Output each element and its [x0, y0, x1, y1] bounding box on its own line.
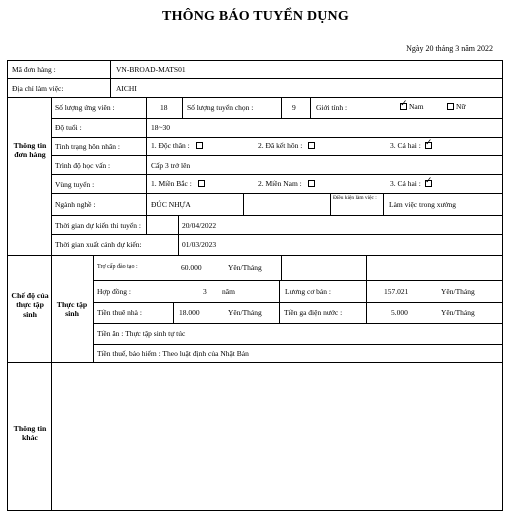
document-date: Ngày 20 tháng 3 năm 2022 [406, 44, 493, 53]
training-allowance-label: Trợ cấp đào tạo : [97, 264, 138, 270]
education-label: Trình độ học vấn : [55, 161, 111, 170]
industry-value: ĐÚC NHỰA [151, 200, 191, 209]
region-both-checkbox[interactable] [425, 180, 432, 187]
exam-date-label: Thời gian dự kiến thi tuyển : [55, 221, 141, 230]
contract-unit: năm [222, 287, 235, 296]
base-salary-label: Lương cơ bản : [285, 287, 331, 296]
benefits-heading: Chế độ của thực tập sinh [11, 291, 49, 319]
training-allowance-value: 60.000 [181, 263, 202, 272]
rent-unit: Yên/Tháng [228, 308, 262, 317]
region-option-north[interactable]: 1. Miền Bắc : [151, 180, 207, 188]
order-code-value: VN-BROAD-MATS01 [116, 65, 186, 74]
gender-female-checkbox[interactable] [447, 103, 454, 110]
contract-value: 3 [203, 287, 207, 296]
marital-married-checkbox[interactable] [308, 142, 315, 149]
marital-option-both[interactable]: 3. Cả hai :✓ [390, 142, 434, 150]
selected-label: Số lượng tuyển chọn : [187, 103, 254, 112]
meals-note: Tiền ăn : Thực tập sinh tự túc [97, 329, 186, 338]
gender-male-checkbox[interactable] [400, 103, 407, 110]
age-label: Độ tuổi : [55, 123, 82, 132]
base-salary-unit: Yên/Tháng [441, 287, 475, 296]
rent-value: 18.000 [179, 308, 200, 317]
gender-label: Giới tính : [316, 103, 348, 112]
exam-date-value: 20/04/2022 [182, 221, 217, 230]
applicants-label: Số lượng ứng viên : [55, 103, 115, 112]
age-value: 18~30 [151, 123, 171, 132]
applicants-value: 18 [160, 103, 168, 112]
departure-date-value: 01/03/2023 [182, 240, 217, 249]
utilities-value: 5.000 [391, 308, 408, 317]
region-north-checkbox[interactable] [198, 180, 205, 187]
marital-label: Tình trạng hôn nhân : [55, 142, 120, 151]
contract-label: Hợp đồng : [97, 287, 131, 296]
gender-male-option[interactable]: ✓ Nam [398, 103, 424, 111]
region-option-both[interactable]: 3. Cả hai :✓ [390, 180, 434, 188]
other-info-heading: Thông tin khác [13, 424, 47, 443]
training-allowance-unit: Yên/Tháng [228, 263, 262, 272]
marital-both-checkbox[interactable] [425, 142, 432, 149]
trainee-heading: Thực tập sinh [56, 300, 88, 319]
utilities-unit: Yên/Tháng [441, 308, 475, 317]
gender-female-option[interactable]: Nữ [445, 103, 465, 111]
education-value: Cấp 3 trở lên [151, 161, 191, 170]
rent-label: Tiền thuê nhà : [97, 308, 142, 317]
marital-option-married[interactable]: 2. Đã kết hôn : [258, 142, 317, 150]
tax-note: Tiền thuế, bảo hiểm : Theo luật định của Nhật Bản [97, 349, 249, 358]
work-address-value: AICHI [116, 84, 137, 93]
other-info-area[interactable] [51, 362, 503, 511]
order-code-label: Mã đơn hàng : [12, 65, 56, 74]
region-option-south[interactable]: 2. Miền Nam : [258, 180, 317, 188]
order-info-heading: Thông tin đơn hàng [13, 141, 47, 160]
marital-single-checkbox[interactable] [196, 142, 203, 149]
conditions-label: Điều kiện làm việc : [333, 195, 377, 201]
marital-option-single[interactable]: 1. Độc thân : [151, 142, 205, 150]
document-title: THÔNG BÁO TUYỂN DỤNG [162, 9, 349, 24]
selected-value: 9 [292, 103, 296, 112]
work-address-label: Địa chỉ làm việc: [12, 84, 64, 93]
conditions-value: Làm việc trong xưởng [389, 200, 456, 209]
utilities-label: Tiền ga điện nước : [284, 308, 343, 317]
base-salary-value: 157.021 [384, 287, 409, 296]
departure-date-label: Thời gian xuất cảnh dự kiến: [55, 240, 142, 249]
region-south-checkbox[interactable] [308, 180, 315, 187]
region-label: Vùng tuyển : [55, 180, 95, 189]
industry-label: Ngành nghề : [55, 200, 96, 209]
